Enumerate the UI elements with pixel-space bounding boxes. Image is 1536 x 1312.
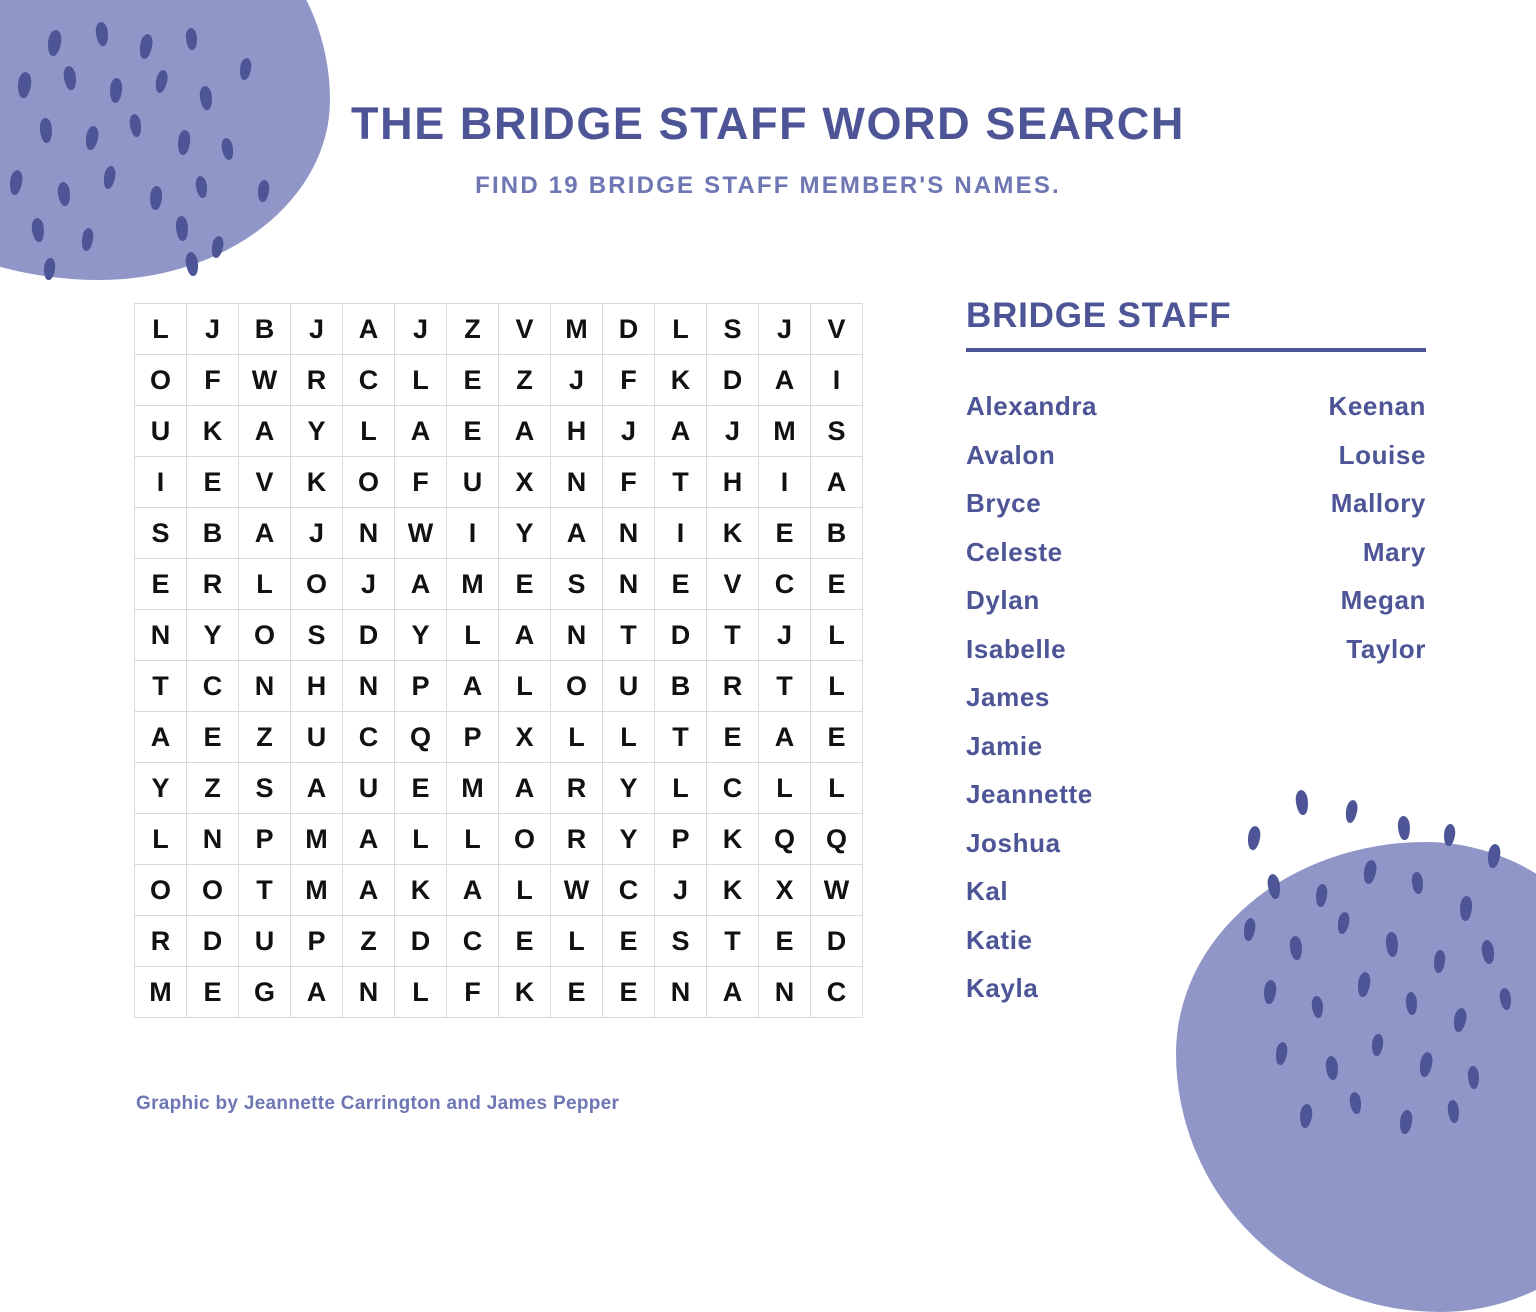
decorative-seed-icon (1274, 1041, 1288, 1065)
grid-cell[interactable]: A (239, 508, 291, 559)
grid-cell[interactable]: Y (135, 763, 187, 814)
grid-cell[interactable]: E (395, 763, 447, 814)
grid-row (135, 559, 863, 610)
grid-cell[interactable]: K (395, 865, 447, 916)
word-list-panel (966, 296, 1426, 1013)
decorative-seed-icon (1452, 1007, 1468, 1033)
grid-cell[interactable]: R (707, 661, 759, 712)
grid-cell[interactable]: E (551, 967, 603, 1018)
grid-row (135, 508, 863, 559)
grid-row (135, 610, 863, 661)
word-list-column-right (1196, 382, 1426, 1013)
grid-cell[interactable]: J (551, 355, 603, 406)
grid-cell[interactable]: A (343, 304, 395, 355)
grid-cell[interactable]: C (343, 712, 395, 763)
grid-cell[interactable]: C (603, 865, 655, 916)
decorative-seed-icon (17, 71, 33, 98)
word-list-column-left (966, 382, 1196, 1013)
grid-cell[interactable]: V (707, 559, 759, 610)
grid-cell[interactable]: Q (811, 814, 863, 865)
grid-cell[interactable]: O (239, 610, 291, 661)
grid-cell[interactable]: A (499, 763, 551, 814)
grid-cell[interactable]: Y (603, 763, 655, 814)
decorative-seed-icon (1299, 1103, 1313, 1128)
grid-cell[interactable]: I (759, 457, 811, 508)
decorative-seed-icon (80, 227, 94, 251)
grid-cell[interactable]: D (811, 916, 863, 967)
grid-row (135, 916, 863, 967)
grid-cell[interactable]: W (551, 865, 603, 916)
grid-cell[interactable]: J (291, 508, 343, 559)
grid-cell[interactable]: J (603, 406, 655, 457)
grid-cell[interactable]: N (343, 967, 395, 1018)
grid-cell[interactable]: K (655, 355, 707, 406)
word-list-item[interactable]: Avalon (966, 439, 1056, 470)
grid-cell[interactable]: L (811, 763, 863, 814)
grid-cell[interactable]: F (447, 967, 499, 1018)
decorative-seed-icon (1486, 843, 1501, 868)
decorative-seed-icon (1480, 939, 1495, 964)
grid-cell[interactable]: X (499, 457, 551, 508)
grid-cell[interactable]: J (343, 559, 395, 610)
grid-cell[interactable]: R (291, 355, 343, 406)
page-title: THE BRIDGE STAFF WORD SEARCH (351, 98, 1185, 149)
grid-cell[interactable]: F (603, 355, 655, 406)
grid-cell[interactable]: A (447, 865, 499, 916)
grid-cell[interactable]: D (655, 610, 707, 661)
page-subtitle: FIND 19 BRIDGE STAFF MEMBER'S NAMES. (475, 172, 1061, 199)
grid-cell[interactable]: W (395, 508, 447, 559)
grid-cell[interactable]: N (759, 967, 811, 1018)
grid-cell[interactable]: R (187, 559, 239, 610)
grid-cell[interactable]: T (239, 865, 291, 916)
decorative-seed-icon (31, 217, 45, 242)
grid-cell[interactable]: T (707, 610, 759, 661)
grid-cell[interactable]: Y (291, 406, 343, 457)
grid-cell[interactable]: E (655, 559, 707, 610)
grid-cell[interactable]: M (447, 763, 499, 814)
grid-cell[interactable]: I (135, 457, 187, 508)
grid-cell[interactable]: S (655, 916, 707, 967)
grid-cell[interactable]: M (291, 814, 343, 865)
grid-cell[interactable]: X (499, 712, 551, 763)
grid-cell[interactable]: P (239, 814, 291, 865)
grid-cell[interactable]: V (239, 457, 291, 508)
grid-cell[interactable]: L (395, 355, 447, 406)
grid-cell[interactable]: E (603, 916, 655, 967)
grid-cell[interactable]: A (343, 814, 395, 865)
decorative-seed-icon (175, 216, 189, 242)
grid-cell[interactable]: D (343, 610, 395, 661)
grid-cell[interactable]: U (447, 457, 499, 508)
decorative-seed-icon (1447, 1099, 1460, 1123)
grid-cell[interactable]: A (395, 406, 447, 457)
grid-cell[interactable]: L (395, 967, 447, 1018)
grid-cell[interactable]: Y (603, 814, 655, 865)
grid-cell[interactable]: Z (343, 916, 395, 967)
decorative-seed-icon (43, 257, 56, 280)
decorative-seed-icon (1433, 949, 1446, 973)
word-list-item[interactable]: James (966, 682, 1050, 712)
grid-cell[interactable]: L (551, 712, 603, 763)
grid-cell[interactable]: N (603, 508, 655, 559)
grid-cell[interactable]: A (499, 406, 551, 457)
decorative-seed-icon (1371, 1033, 1384, 1056)
grid-cell[interactable]: J (759, 304, 811, 355)
grid-cell[interactable]: L (395, 814, 447, 865)
word-list-divider (966, 348, 1426, 352)
word-list-item[interactable]: Joshua (966, 827, 1061, 858)
grid-cell[interactable]: S (135, 508, 187, 559)
word-list-item[interactable]: Mary (1362, 536, 1426, 567)
grid-cell[interactable]: O (551, 661, 603, 712)
grid-cell[interactable]: N (343, 661, 395, 712)
grid-cell[interactable]: V (499, 304, 551, 355)
grid-cell[interactable]: V (811, 304, 863, 355)
grid-cell[interactable]: A (291, 967, 343, 1018)
grid-cell[interactable]: A (499, 610, 551, 661)
decorative-seed-icon (95, 21, 109, 46)
grid-cell[interactable]: Y (499, 508, 551, 559)
grid-cell[interactable]: E (187, 457, 239, 508)
grid-cell[interactable]: J (395, 304, 447, 355)
word-list-item[interactable]: Celeste (966, 536, 1063, 567)
grid-cell[interactable]: K (707, 814, 759, 865)
grid-cell[interactable]: B (811, 508, 863, 559)
grid-cell[interactable]: E (811, 559, 863, 610)
grid-cell[interactable]: E (759, 916, 811, 967)
grid-cell[interactable]: O (343, 457, 395, 508)
grid-cell[interactable]: A (239, 406, 291, 457)
grid-cell[interactable]: Y (395, 610, 447, 661)
grid-cell[interactable]: W (811, 865, 863, 916)
grid-cell[interactable]: O (187, 865, 239, 916)
grid-cell[interactable]: L (135, 814, 187, 865)
grid-row (135, 967, 863, 1018)
grid-cell[interactable]: H (291, 661, 343, 712)
grid-cell[interactable]: O (135, 865, 187, 916)
decorative-seed-icon (184, 251, 199, 276)
grid-cell[interactable]: C (447, 916, 499, 967)
page-header (0, 98, 1536, 200)
grid-cell[interactable]: C (707, 763, 759, 814)
grid-cell[interactable]: M (291, 865, 343, 916)
word-list-item[interactable]: Taylor (1346, 633, 1426, 664)
grid-cell[interactable]: O (135, 355, 187, 406)
decorative-seed-icon (138, 33, 154, 60)
grid-cell[interactable]: I (447, 508, 499, 559)
grid-cell[interactable]: J (187, 304, 239, 355)
grid-cell[interactable]: S (551, 559, 603, 610)
grid-cell[interactable]: E (603, 967, 655, 1018)
grid-cell[interactable]: A (759, 355, 811, 406)
decorative-seed-icon (1459, 896, 1473, 922)
grid-cell[interactable]: S (239, 763, 291, 814)
grid-cell[interactable]: O (499, 814, 551, 865)
grid-cell[interactable]: L (239, 559, 291, 610)
grid-cell[interactable]: Z (499, 355, 551, 406)
grid-cell[interactable]: L (655, 304, 707, 355)
grid-row (135, 457, 863, 508)
grid-cell[interactable]: L (135, 304, 187, 355)
grid-cell[interactable]: U (603, 661, 655, 712)
decorative-seed-icon (1398, 1109, 1413, 1134)
grid-cell[interactable]: M (447, 559, 499, 610)
grid-cell[interactable]: N (343, 508, 395, 559)
grid-cell[interactable]: T (135, 661, 187, 712)
decorative-seed-icon (1467, 1066, 1480, 1090)
grid-cell[interactable]: Y (187, 610, 239, 661)
grid-cell[interactable]: U (291, 712, 343, 763)
decorative-seed-icon (1349, 1091, 1363, 1114)
grid-cell[interactable]: K (187, 406, 239, 457)
word-list-item[interactable]: Mallory (1330, 488, 1426, 518)
decorative-seed-icon (1443, 823, 1456, 846)
grid-cell[interactable]: X (759, 865, 811, 916)
grid-cell[interactable]: E (447, 406, 499, 457)
letter-grid-table (134, 303, 863, 1018)
grid-cell[interactable]: F (603, 457, 655, 508)
decorative-seed-icon (185, 28, 198, 51)
grid-row (135, 661, 863, 712)
grid-cell[interactable]: O (291, 559, 343, 610)
grid-row (135, 712, 863, 763)
grid-cell[interactable]: E (707, 712, 759, 763)
grid-cell[interactable]: L (759, 763, 811, 814)
grid-cell[interactable]: C (811, 967, 863, 1018)
grid-cell[interactable]: P (655, 814, 707, 865)
grid-cell[interactable]: T (655, 457, 707, 508)
grid-cell[interactable]: W (239, 355, 291, 406)
grid-cell[interactable]: T (759, 661, 811, 712)
grid-cell[interactable]: N (655, 967, 707, 1018)
grid-cell[interactable]: E (447, 355, 499, 406)
grid-cell[interactable]: M (135, 967, 187, 1018)
grid-cell[interactable]: A (447, 661, 499, 712)
grid-cell[interactable]: L (603, 712, 655, 763)
word-list-item[interactable]: Keenan (1328, 391, 1426, 421)
grid-cell[interactable]: N (603, 559, 655, 610)
grid-cell[interactable]: E (187, 967, 239, 1018)
grid-cell[interactable]: U (343, 763, 395, 814)
grid-cell[interactable]: L (447, 814, 499, 865)
grid-cell[interactable]: A (343, 865, 395, 916)
grid-cell[interactable]: H (707, 457, 759, 508)
grid-cell[interactable]: J (759, 610, 811, 661)
grid-cell[interactable]: S (811, 406, 863, 457)
grid-cell[interactable]: J (707, 406, 759, 457)
grid-cell[interactable]: D (603, 304, 655, 355)
word-list-item[interactable]: Katie (966, 924, 1033, 955)
grid-cell[interactable]: K (291, 457, 343, 508)
grid-cell[interactable]: R (551, 814, 603, 865)
grid-cell[interactable]: L (811, 661, 863, 712)
grid-cell[interactable]: A (551, 508, 603, 559)
word-list-item[interactable]: Isabelle (966, 633, 1067, 664)
grid-cell[interactable]: S (291, 610, 343, 661)
grid-cell[interactable]: E (187, 712, 239, 763)
grid-cell[interactable]: E (499, 916, 551, 967)
grid-cell[interactable]: D (187, 916, 239, 967)
grid-cell[interactable]: P (395, 661, 447, 712)
grid-cell[interactable]: T (707, 916, 759, 967)
grid-cell[interactable]: T (603, 610, 655, 661)
grid-row (135, 865, 863, 916)
grid-cell[interactable]: L (811, 610, 863, 661)
grid-cell[interactable]: J (655, 865, 707, 916)
grid-row (135, 355, 863, 406)
grid-cell[interactable]: P (291, 916, 343, 967)
grid-cell[interactable]: Z (187, 763, 239, 814)
word-list-item[interactable]: Megan (1340, 585, 1426, 615)
grid-cell[interactable]: D (707, 355, 759, 406)
grid-cell[interactable]: B (655, 661, 707, 712)
grid-cell[interactable]: Z (447, 304, 499, 355)
grid-cell[interactable]: C (187, 661, 239, 712)
word-list-title: BRIDGE STAFF (966, 296, 1232, 335)
grid-cell[interactable]: B (239, 304, 291, 355)
grid-cell[interactable]: S (707, 304, 759, 355)
grid-cell[interactable]: E (811, 712, 863, 763)
grid-cell[interactable]: F (395, 457, 447, 508)
grid-cell[interactable]: K (707, 508, 759, 559)
grid-cell[interactable]: M (759, 406, 811, 457)
decorative-seed-icon (1418, 1051, 1434, 1078)
grid-cell[interactable]: I (811, 355, 863, 406)
decorative-seed-icon (239, 57, 253, 80)
grid-cell[interactable]: C (759, 559, 811, 610)
word-list-item[interactable]: Jamie (966, 730, 1043, 761)
grid-cell[interactable]: G (239, 967, 291, 1018)
grid-cell[interactable]: E (759, 508, 811, 559)
credit-line: Graphic by Jeannette Carrington and James Pepper (136, 1093, 620, 1114)
grid-cell[interactable]: N (187, 814, 239, 865)
grid-cell[interactable]: N (135, 610, 187, 661)
grid-cell[interactable]: A (135, 712, 187, 763)
grid-cell[interactable]: K (499, 967, 551, 1018)
grid-cell[interactable]: U (239, 916, 291, 967)
word-list-item[interactable]: Louise (1338, 439, 1426, 470)
decorative-seed-icon (1325, 1055, 1339, 1080)
decorative-seed-icon (46, 29, 62, 57)
grid-cell[interactable]: L (343, 406, 395, 457)
word-list-item[interactable]: Bryce (966, 488, 1042, 518)
decorative-seed-icon (62, 65, 77, 90)
grid-cell[interactable]: U (135, 406, 187, 457)
grid-cell[interactable]: R (551, 763, 603, 814)
decorative-seed-icon (210, 235, 225, 259)
word-list-item[interactable]: Jeannette (966, 779, 1093, 809)
grid-cell[interactable]: H (551, 406, 603, 457)
grid-cell[interactable]: C (343, 355, 395, 406)
grid-cell[interactable]: Z (239, 712, 291, 763)
grid-cell[interactable]: A (811, 457, 863, 508)
grid-cell[interactable]: L (447, 610, 499, 661)
grid-cell[interactable]: F (187, 355, 239, 406)
word-list-item[interactable]: Dylan (966, 585, 1040, 615)
grid-cell[interactable]: N (551, 610, 603, 661)
grid-cell[interactable]: Q (395, 712, 447, 763)
grid-cell[interactable]: B (187, 508, 239, 559)
decorative-seed-icon (1499, 987, 1513, 1010)
grid-cell[interactable]: A (395, 559, 447, 610)
grid-cell[interactable]: L (551, 916, 603, 967)
word-list-item[interactable]: Kal (966, 876, 1009, 906)
grid-cell[interactable]: Q (759, 814, 811, 865)
grid-cell[interactable]: K (707, 865, 759, 916)
grid-cell[interactable]: R (135, 916, 187, 967)
grid-cell[interactable]: A (655, 406, 707, 457)
grid-cell[interactable]: M (551, 304, 603, 355)
grid-cell[interactable]: A (291, 763, 343, 814)
grid-cell[interactable]: A (707, 967, 759, 1018)
grid-row (135, 304, 863, 355)
word-list-columns (966, 382, 1426, 1013)
grid-cell[interactable]: P (447, 712, 499, 763)
word-search-grid (134, 303, 863, 1018)
grid-cell[interactable]: I (655, 508, 707, 559)
grid-cell[interactable]: N (551, 457, 603, 508)
grid-cell[interactable]: L (655, 763, 707, 814)
grid-cell[interactable]: N (239, 661, 291, 712)
grid-cell[interactable]: D (395, 916, 447, 967)
grid-row (135, 814, 863, 865)
grid-cell[interactable]: E (135, 559, 187, 610)
grid-row (135, 406, 863, 457)
grid-cell[interactable]: E (499, 559, 551, 610)
grid-cell[interactable]: J (291, 304, 343, 355)
grid-cell[interactable]: L (499, 661, 551, 712)
grid-row (135, 763, 863, 814)
grid-cell[interactable]: T (655, 712, 707, 763)
grid-cell[interactable]: L (499, 865, 551, 916)
word-list-item[interactable]: Kayla (966, 973, 1039, 1003)
grid-cell[interactable]: A (759, 712, 811, 763)
word-list-item[interactable]: Alexandra (966, 391, 1098, 421)
decorative-seed-icon (154, 69, 170, 94)
